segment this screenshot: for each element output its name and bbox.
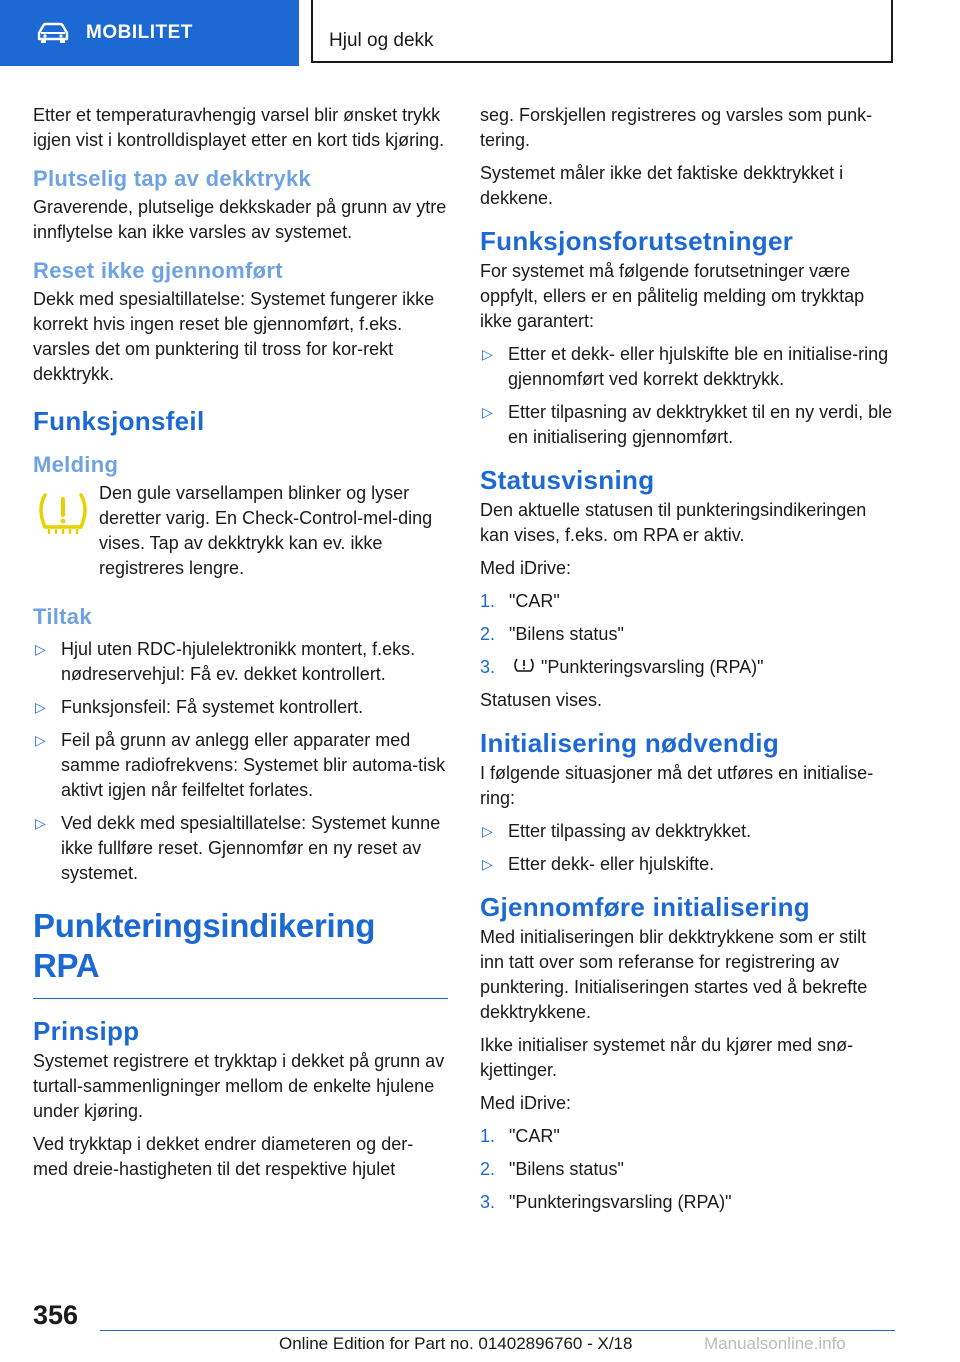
step-item [480, 1157, 895, 1182]
step-number: 2. [480, 1159, 496, 1179]
paragraph-prinsipp-2: Ved trykktap i dekket endrer diameteren og der‐med dreie-hastigheten til det respektive hjulet [33, 1134, 414, 1179]
list-item [33, 695, 448, 720]
forutsetninger-list [480, 342, 895, 450]
tire-pressure-warning-icon [513, 657, 535, 675]
list-item-text: Etter dekk- eller hjulskifte. [508, 854, 715, 874]
heading-funksjonsfeil: Funksjonsfeil [33, 406, 205, 436]
paragraph-gjennomfore-1: Med initialiseringen blir dekktrykkene som er stilt inn tatt over som referanse for registrering av punktering. Initialiseringen startes ved å bekrefte dekktrykkene. [480, 927, 868, 1022]
bullet-triangle-icon: ▷ [35, 641, 46, 657]
list-item [480, 819, 895, 844]
init-steps [480, 1124, 895, 1215]
heading-gjennomfore-initialisering: Gjennomføre initialisering [480, 892, 810, 922]
paragraph-continued: seg. Forskjellen registreres og varsles som punk‐tering. [480, 105, 873, 150]
bullet-triangle-icon: ▷ [35, 815, 46, 831]
paragraph-maaler: Systemet måler ikke det faktiske dekktrykket i dekkene. [480, 163, 844, 208]
bullet-triangle-icon: ▷ [482, 404, 493, 420]
heading-plutselig-tap: Plutselig tap av dekktrykk [33, 166, 312, 191]
step-item [480, 655, 895, 680]
list-item [33, 728, 448, 803]
paragraph-gjennomfore-2: Ikke initialiser systemet når du kjører med snø‐kjettinger. [480, 1035, 854, 1080]
intro-paragraph: Etter et temperaturavhengig varsel blir ønsket trykk igjen vist i kontrolldisplayet etter en kort tids kjøring. [33, 105, 445, 150]
left-column [33, 103, 448, 1190]
list-item-text: Feil på grunn av anlegg eller apparater med samme radiofrekvens: Systemet blir automa‐tisk aktivt igjen når feilfeltet forlates. [61, 730, 446, 800]
list-item [33, 637, 448, 687]
car-icon [36, 22, 70, 44]
bullet-triangle-icon: ▷ [482, 823, 493, 839]
paragraph-status: Den aktuelle statusen til punkteringsindikeringen kan vises, f.eks. om RPA er aktiv. [480, 500, 867, 545]
step-number: 1. [480, 591, 496, 611]
step-number: 2. [480, 624, 496, 644]
footer-watermark: Manualsonline.info [700, 1334, 846, 1354]
bullet-triangle-icon: ▷ [482, 346, 493, 362]
step-text: "Bilens status" [509, 1159, 624, 1179]
step-item [480, 622, 895, 647]
heading-statusvisning: Statusvisning [480, 465, 655, 495]
paragraph-forutsetninger: For systemet må følgende forutsetninger være oppfylt, ellers er en pålitelig melding om trykktap ikke garantert: [480, 261, 865, 331]
footer-edition: Online Edition for Part no. 01402896760 - X/18 [279, 1334, 633, 1353]
list-item [480, 400, 895, 450]
tire-pressure-warning-icon [35, 491, 91, 537]
step-item [480, 589, 895, 614]
chapter-header [311, 0, 893, 63]
initialisering-list [480, 819, 895, 877]
list-item-text: Ved dekk med spesialtillatelse: Systemet kunne ikke fullføre reset. Gjennomfør en ny reset av systemet. [61, 813, 441, 883]
status-steps [480, 589, 895, 680]
paragraph-idrive-1: Med iDrive: [480, 558, 572, 578]
melding-block [33, 481, 448, 581]
list-item [480, 342, 895, 392]
tiltak-list [33, 637, 448, 886]
heading-tiltak: Tiltak [33, 604, 92, 629]
heading-reset: Reset ikke gjennomført [33, 258, 283, 283]
chapter-title: Hjul og dekk [329, 30, 434, 51]
footer-divider [100, 1330, 895, 1331]
step-number: 1. [480, 1126, 496, 1146]
step-item [480, 1124, 895, 1149]
heading-melding: Melding [33, 452, 119, 477]
right-column [480, 103, 895, 1223]
list-item-text: Etter et dekk- eller hjulskifte ble en initialise‐ring gjennomført ved korrekt dekktrykk. [508, 344, 889, 389]
page-number: 356 [33, 1300, 79, 1330]
list-item-text: Etter tilpassing av dekktrykket. [508, 821, 752, 841]
paragraph-idrive-2: Med iDrive: [480, 1093, 572, 1113]
heading-punkteringsindikering-rpa: Punkteringsindikering RPA [33, 906, 448, 999]
heading-prinsipp: Prinsipp [33, 1016, 140, 1046]
bullet-triangle-icon: ▷ [35, 699, 46, 715]
paragraph-reset: Dekk med spesialtillatelse: Systemet fungerer ikke korrekt hvis ingen reset ble gjennomført, f.eks. varsles det om punktering til tross for kor‐rekt dekktrykk. [33, 289, 435, 384]
heading-initialisering-nodvendig: Initialisering nødvendig [480, 728, 780, 758]
paragraph-initialisering-nodvendig: I følgende situasjoner må det utføres en initialise‐ring: [480, 763, 874, 808]
paragraph-prinsipp-1: Systemet registrere et trykktap i dekket på grunn av turtall-sammenligninger mellom de enkelte hjulene under kjøring. [33, 1051, 445, 1121]
step-text: "Punkteringsvarsling (RPA)" [541, 657, 764, 677]
paragraph-status-vises: Statusen vises. [480, 690, 603, 710]
step-number: 3. [480, 657, 496, 677]
list-item-text: Hjul uten RDC-hjulelektronikk montert, f.eks. nødreservehjul: Få ev. dekket kontrollert. [61, 639, 416, 684]
step-text: "Bilens status" [509, 624, 624, 644]
list-item [33, 811, 448, 886]
heading-funksjonsforutsetninger: Funksjonsforutsetninger [480, 226, 794, 256]
step-text: "Punkteringsvarsling (RPA)" [509, 1192, 732, 1212]
list-item [480, 852, 895, 877]
step-text: "CAR" [509, 591, 560, 611]
list-item-text: Funksjonsfeil: Få systemet kontrollert. [61, 697, 364, 717]
paragraph-plutselig-tap: Graverende, plutselige dekkskader på grunn av ytre innflytelse kan ikke varsles av systemet. [33, 197, 447, 242]
list-item-text: Etter tilpasning av dekktrykket til en ny verdi, ble en initialisering gjennomført. [508, 402, 893, 447]
step-item [480, 1190, 895, 1215]
bullet-triangle-icon: ▷ [482, 856, 493, 872]
paragraph-melding: Den gule varsellampen blinker og lyser deretter varig. En Check-Control-mel‐ding vises. Tap av dekktrykk kan ev. ikke registreres lengre. [99, 483, 433, 578]
bullet-triangle-icon: ▷ [35, 732, 46, 748]
step-number: 3. [480, 1192, 496, 1212]
header-section-tab [0, 0, 299, 66]
step-text: "CAR" [509, 1126, 560, 1146]
section-label: MOBILITET [86, 22, 193, 43]
